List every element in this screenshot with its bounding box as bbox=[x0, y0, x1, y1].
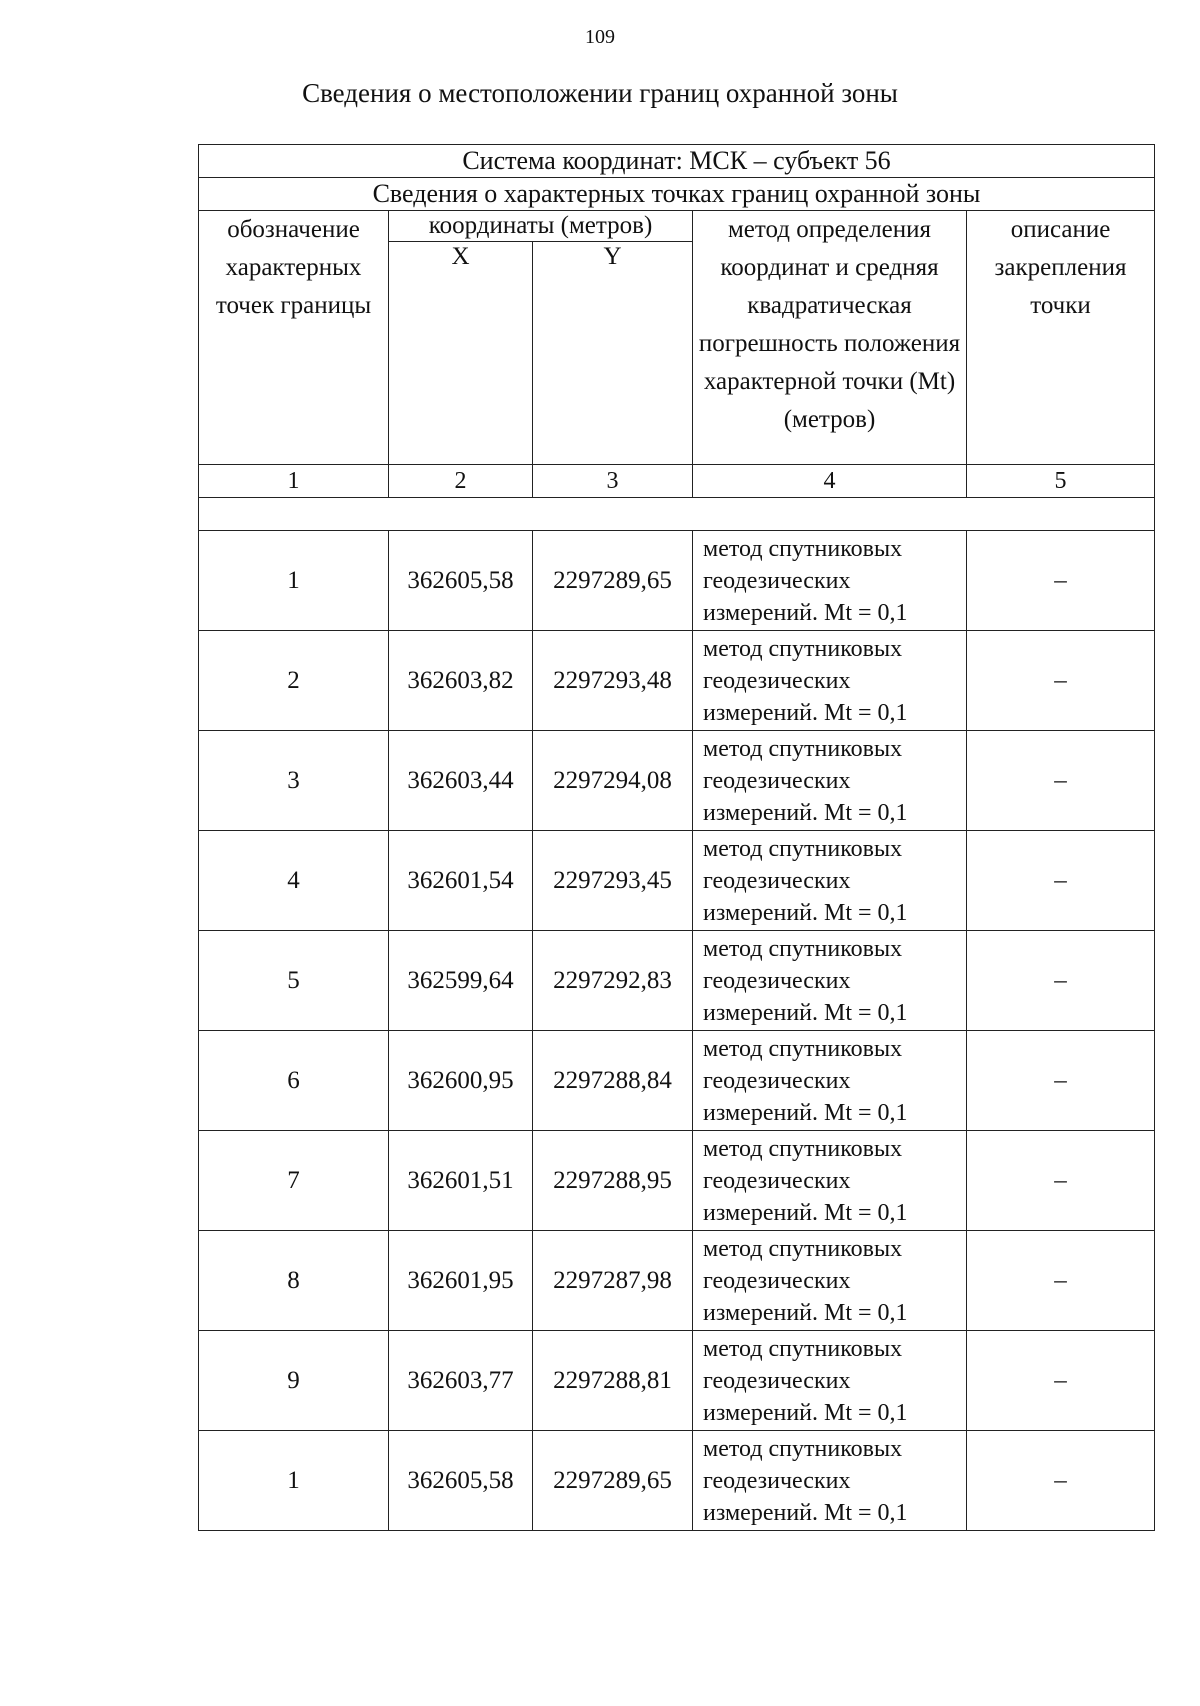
designation-header: обозначение характерных точек границы bbox=[199, 211, 389, 465]
header-row bbox=[199, 211, 1155, 242]
method-line: метод спутниковых bbox=[703, 1235, 903, 1262]
column-number: 3 bbox=[533, 465, 693, 498]
table-row bbox=[199, 731, 1155, 831]
table-row bbox=[199, 1231, 1155, 1331]
coordinate-system-cell: Система координат: МСК – субъект 56 bbox=[199, 145, 1155, 178]
fixation-description-cell: – bbox=[967, 1131, 1155, 1231]
fixation-description-cell: – bbox=[967, 1331, 1155, 1431]
coordinate-system-row bbox=[199, 145, 1155, 178]
y-coordinate-cell: 2297288,81 bbox=[533, 1331, 693, 1431]
y-coordinate-cell: 2297294,08 bbox=[533, 731, 693, 831]
description-header: описание закрепления точки bbox=[967, 211, 1155, 465]
x-coordinate-cell: 362603,77 bbox=[389, 1331, 533, 1431]
fixation-description-cell: – bbox=[967, 631, 1155, 731]
point-number-cell: 1 bbox=[199, 531, 389, 631]
point-number-cell: 4 bbox=[199, 831, 389, 931]
table-row bbox=[199, 831, 1155, 931]
method-line: геодезических bbox=[703, 567, 851, 594]
y-coordinate-cell: 2297288,95 bbox=[533, 1131, 693, 1231]
page-number: 109 bbox=[585, 26, 615, 48]
x-coordinate-cell: 362601,95 bbox=[389, 1231, 533, 1331]
point-number-cell: 9 bbox=[199, 1331, 389, 1431]
method-cell bbox=[693, 1131, 967, 1231]
y-coordinate-cell: 2297293,48 bbox=[533, 631, 693, 731]
method-cell bbox=[693, 731, 967, 831]
spacer-row bbox=[199, 498, 1155, 531]
x-coordinate-cell: 362600,95 bbox=[389, 1031, 533, 1131]
fixation-description-cell: – bbox=[967, 1231, 1155, 1331]
y-coordinate-cell: 2297289,65 bbox=[533, 1431, 693, 1531]
table-row bbox=[199, 1131, 1155, 1231]
point-number-cell: 5 bbox=[199, 931, 389, 1031]
y-coordinate-cell: 2297287,98 bbox=[533, 1231, 693, 1331]
method-line: геодезических bbox=[703, 1267, 851, 1294]
table-row bbox=[199, 631, 1155, 731]
method-line: метод спутниковых bbox=[703, 835, 903, 862]
point-number-cell: 8 bbox=[199, 1231, 389, 1331]
method-header: метод определения координат и средняя квадратическая погрешность положения характерной точки (Mt) (метров) bbox=[693, 211, 967, 465]
table-row bbox=[199, 1331, 1155, 1431]
method-line: метод спутниковых bbox=[703, 1435, 903, 1462]
point-number-cell: 7 bbox=[199, 1131, 389, 1231]
point-number-cell: 3 bbox=[199, 731, 389, 831]
table-row bbox=[199, 1031, 1155, 1131]
method-cell bbox=[693, 1431, 967, 1531]
y-coordinate-cell: 2297289,65 bbox=[533, 531, 693, 631]
method-line: метод спутниковых bbox=[703, 1335, 903, 1362]
column-number: 4 bbox=[693, 465, 967, 498]
method-line: измерений. Mt = 0,1 bbox=[703, 899, 908, 926]
x-coordinate-cell: 362601,54 bbox=[389, 831, 533, 931]
y-coordinate-cell: 2297288,84 bbox=[533, 1031, 693, 1131]
method-line: измерений. Mt = 0,1 bbox=[703, 799, 908, 826]
method-line: измерений. Mt = 0,1 bbox=[703, 599, 908, 626]
method-cell bbox=[693, 831, 967, 931]
point-number-cell: 6 bbox=[199, 1031, 389, 1131]
method-line: измерений. Mt = 0,1 bbox=[703, 1399, 908, 1426]
x-header: X bbox=[389, 242, 533, 465]
method-cell bbox=[693, 1331, 967, 1431]
method-cell bbox=[693, 1231, 967, 1331]
method-line: метод спутниковых bbox=[703, 1135, 903, 1162]
column-number: 2 bbox=[389, 465, 533, 498]
method-line: геодезических bbox=[703, 867, 851, 894]
method-line: геодезических bbox=[703, 1467, 851, 1494]
x-coordinate-cell: 362599,64 bbox=[389, 931, 533, 1031]
method-line: геодезических bbox=[703, 967, 851, 994]
table-row bbox=[199, 1431, 1155, 1531]
point-number-cell: 2 bbox=[199, 631, 389, 731]
fixation-description-cell: – bbox=[967, 831, 1155, 931]
method-line: измерений. Mt = 0,1 bbox=[703, 1099, 908, 1126]
x-coordinate-cell: 362605,58 bbox=[389, 1431, 533, 1531]
method-line: измерений. Mt = 0,1 bbox=[703, 1299, 908, 1326]
fixation-description-cell: – bbox=[967, 1431, 1155, 1531]
points-info-cell: Сведения о характерных точках границ охранной зоны bbox=[199, 178, 1155, 211]
document-title: Сведения о местоположении границ охранной зоны bbox=[302, 78, 898, 108]
y-coordinate-cell: 2297293,45 bbox=[533, 831, 693, 931]
column-number: 1 bbox=[199, 465, 389, 498]
method-line: геодезических bbox=[703, 1367, 851, 1394]
fixation-description-cell: – bbox=[967, 931, 1155, 1031]
points-info-row bbox=[199, 178, 1155, 211]
column-numbers-row bbox=[199, 465, 1155, 498]
column-number: 5 bbox=[967, 465, 1155, 498]
method-line: геодезических bbox=[703, 1067, 851, 1094]
method-line: метод спутниковых bbox=[703, 535, 903, 562]
point-number-cell: 1 bbox=[199, 1431, 389, 1531]
method-cell bbox=[693, 531, 967, 631]
method-line: измерений. Mt = 0,1 bbox=[703, 1499, 908, 1526]
y-coordinate-cell: 2297292,83 bbox=[533, 931, 693, 1031]
method-cell bbox=[693, 931, 967, 1031]
table-row bbox=[199, 531, 1155, 631]
method-line: метод спутниковых bbox=[703, 935, 903, 962]
boundary-points-table bbox=[198, 144, 1155, 1531]
method-line: измерений. Mt = 0,1 bbox=[703, 699, 908, 726]
method-cell bbox=[693, 1031, 967, 1131]
fixation-description-cell: – bbox=[967, 731, 1155, 831]
x-coordinate-cell: 362605,58 bbox=[389, 531, 533, 631]
fixation-description-cell: – bbox=[967, 1031, 1155, 1131]
spacer-cell bbox=[199, 498, 1155, 531]
x-coordinate-cell: 362603,82 bbox=[389, 631, 533, 731]
method-line: измерений. Mt = 0,1 bbox=[703, 1199, 908, 1226]
coordinates-header: координаты (метров) bbox=[389, 211, 693, 242]
method-line: метод спутниковых bbox=[703, 1035, 903, 1062]
table-row bbox=[199, 931, 1155, 1031]
method-line: геодезических bbox=[703, 1167, 851, 1194]
method-line: геодезических bbox=[703, 767, 851, 794]
fixation-description-cell: – bbox=[967, 531, 1155, 631]
method-cell bbox=[693, 631, 967, 731]
y-header: Y bbox=[533, 242, 693, 465]
x-coordinate-cell: 362601,51 bbox=[389, 1131, 533, 1231]
x-coordinate-cell: 362603,44 bbox=[389, 731, 533, 831]
method-line: измерений. Mt = 0,1 bbox=[703, 999, 908, 1026]
method-line: метод спутниковых bbox=[703, 735, 903, 762]
method-line: геодезических bbox=[703, 667, 851, 694]
method-line: метод спутниковых bbox=[703, 635, 903, 662]
